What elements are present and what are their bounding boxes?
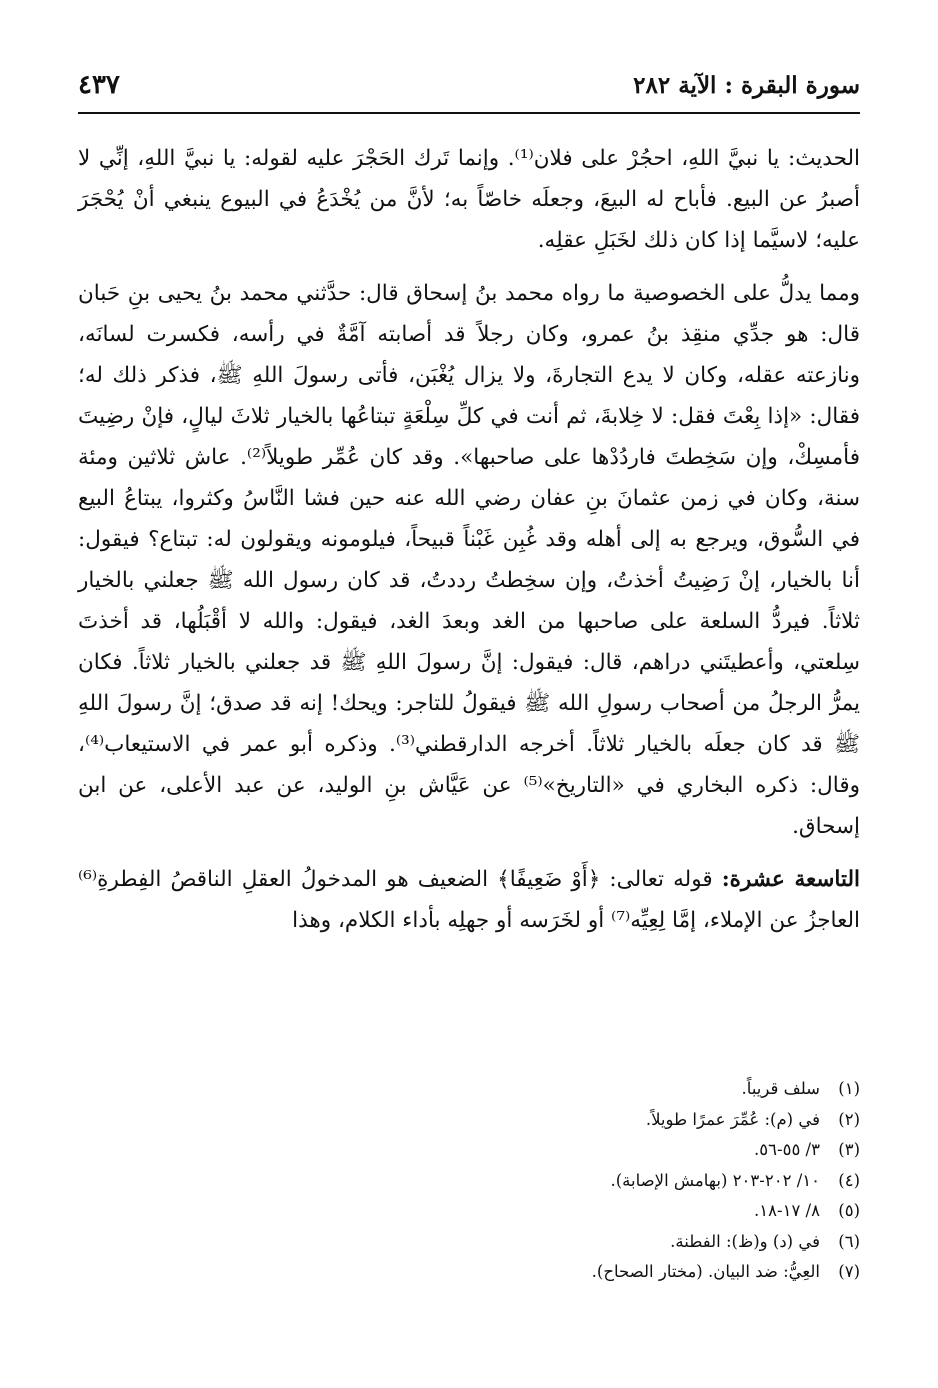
- footnote-number: (٣): [838, 1140, 860, 1159]
- paragraph-1: [78, 138, 860, 261]
- running-title: سورة البقرة : الآية ٢٨٢: [633, 71, 860, 99]
- footnote-text: في (د) و(ظ): الفطنة.: [670, 1231, 820, 1251]
- page-header: [78, 60, 860, 110]
- footnote-number: (٦): [838, 1231, 860, 1251]
- footnotes: [78, 1074, 860, 1288]
- paragraph-2: [78, 273, 860, 847]
- footnote-number: (٤): [838, 1170, 860, 1190]
- header-rule: [78, 112, 860, 114]
- page-number: ٤٣٧: [78, 70, 120, 100]
- footnote-number: (٧): [838, 1262, 860, 1281]
- footnote: [78, 1257, 860, 1288]
- footnote: [78, 1135, 860, 1166]
- footnote-text: العِيُّ: ضد البيان. (مختار الصحاح).: [591, 1262, 820, 1281]
- paragraph-text: الحديث: يا نبيَّ اللهِ، احجُرْ على فلان⁽¹⁾. وإنما تَرك الحَجْرَ عليه لقوله: يا نبيَّ اللهِ، إنِّي لا أصبرُ عن البيع. فأباح له البيعَ، وجعلَه خاصّاً به؛ لأنَّ من يُخْدَعُ في البيوع ينبغي أنْ يُحْجَرَ عليه؛ لاسيَّما إذا كان ذلك لخَبَلِ عقلِه.: [78, 146, 860, 253]
- footnote: [78, 1196, 860, 1227]
- footnote-text: في (م): عُمِّرَ عمرًا طويلاً.: [645, 1109, 820, 1129]
- footnote-number: (٥): [838, 1201, 860, 1220]
- paragraph-text: قوله تعالى: ﴿أَوْ ضَعِيفًا﴾ الضعيف هو المدخولُ العقلِ الناقصُ الفِطرةِ⁽⁶⁾ العاجزُ عن الإملاء، إمَّا لِعِيِّه⁽⁷⁾ أو لخَرَسه أو جهلِه بأداء الكلام، وهذا: [78, 867, 860, 933]
- footnote: [78, 1105, 860, 1136]
- issue-heading: التاسعة عشرة:: [721, 867, 860, 892]
- footnote-text: سلف قريباً.: [741, 1079, 820, 1098]
- main-text: [78, 138, 860, 953]
- footnote: [78, 1074, 860, 1105]
- footnote: [78, 1166, 860, 1197]
- footnote-text: ٨/ ١٧-١٨.: [754, 1201, 820, 1220]
- footnote-number: (١): [838, 1079, 860, 1098]
- footnote-text: ٣/ ٥٥-٥٦.: [754, 1140, 820, 1159]
- paragraph-3: [78, 859, 860, 941]
- footnote-text: ١٠/ ٢٠٢-٢٠٣ (بهامش الإصابة).: [610, 1170, 820, 1190]
- footnote-number: (٢): [838, 1109, 860, 1129]
- footnote: [78, 1227, 860, 1258]
- paragraph-text: ومما يدلُّ على الخصوصية ما رواه محمد بنُ إسحاق قال: حدَّثني محمد بنُ يحيى بنِ حَبان قال: هو جدِّي منقِذ بنُ عمرو، وكان رجلاً قد أصابته آمَّةٌ في رأسه، فكسرت لسانَه، ونازعته عقله، وكان لا يدع التجارةَ، ولا يزال يُغْبَن، فأتى رسولَ اللهِ ﷺ، فذكر ذلك له؛ فقال: «إذا بِعْتَ فقل: لا خِلابةَ، ثم أنت في كلِّ سِلْعَةٍ تبتاعُها بالخيار ثلاثَ ليالٍ، فإنْ رضِيتَ فأمسِكْ، وإن سَخِطتَ فاردُدْها على صاحبها». وقد كان عُمِّر طويلاً⁽²⁾. عاش ثلاثين ومئة سنة، وكان في زمن عثمانَ بنِ عفان رضي الله عنه حين فشا النَّاسُ وكثروا، يبتاعُ البيع في السُّوق، ويرجع به إلى أهله وقد غُبِن غَبْناً قبيحاً، فيلومونه ويقولون له: تبتاع؟ فيقول: أنا بالخيار، إنْ رَضِيتُ أخذتُ، وإن سخِطتُ رددتُ، قد كان رسول الله ﷺ جعلني بالخيار ثلاثاً. فيردُّ السلعة على صاحبها من الغد وبعدَ الغد، فيقول: والله لا أقْبَلُها، قد أخذتَ سِلعتي، وأعطيتَني دراهم، قال: فيقول: إنَّ رسولَ اللهِ ﷺ قد جعلني بالخيار ثلاثاً. فكان يمرُّ الرجلُ من أصحاب رسولِ الله ﷺ فيقولُ للتاجر: ويحك! إنه قد صدق؛ إنَّ رسولَ اللهِ ﷺ قد كان جعلَه بالخيار ثلاثاً. أخرجه الدارقطني⁽³⁾. وذكره أبو عمر في الاستيعاب⁽⁴⁾، وقال: ذكره البخاري في «التاريخ»⁽⁵⁾ عن عَيَّاش بنِ الوليد، عن عبد الأعلى، عن ابن إسحاق.: [78, 281, 860, 839]
